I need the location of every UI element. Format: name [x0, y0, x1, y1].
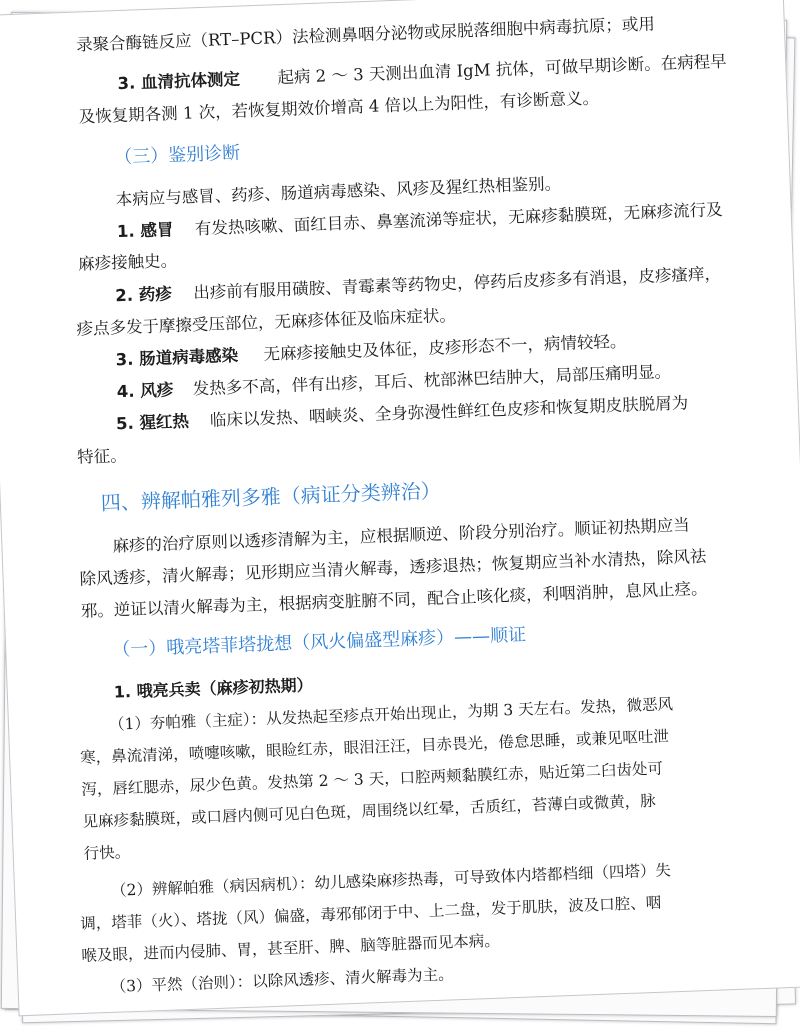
chapter-heading: 四、辨解帕雅列多雅（病证分类辨治）: [100, 478, 442, 515]
text-line: 无麻疹接触史及体征，皮疹形态不一，病情较轻。: [263, 331, 627, 364]
text-line: 出疹前有服用磺胺、青霉素等药物史，停药后皮疹多有消退，皮疹瘙痒，: [192, 264, 722, 303]
text-line: 本病应与感冒、药疹、肠道病毒感染、风疹及猩红热相鉴别。: [115, 173, 562, 210]
text-line: 特征。: [76, 445, 128, 467]
text-line: 行快。: [83, 843, 131, 863]
subheading: 1. 哦亮兵卖（麻疹初热期）: [113, 675, 313, 702]
text-line: 及恢复期各测 1 次，若恢复期效价增高 4 倍以上为阳性，有诊断意义。: [78, 88, 600, 127]
text-line: 麻疹接触史。: [77, 251, 178, 274]
text-line: 有发热咳嗽、面红目赤、鼻塞流涕等症状，无麻疹黏膜斑，无麻疹流行及: [194, 199, 723, 239]
subheading: 1. 感冒: [116, 220, 174, 242]
section-heading: （一）哦亮塔菲塔拢想（风火偏盛型麻疹）——顺证: [111, 624, 527, 661]
text-line: 调，塔菲（火）、塔拢（风）偏盛，毒邪郁闭于中、上二盘，发于肌肤，波及口腔、咽: [79, 893, 662, 933]
text-line: （2）辨解帕雅（病因病机）：幼儿感染麻疹热毒，可导致体内塔都档细（四塔）失: [110, 861, 672, 900]
text-line: 麻疹的治疗原则以透疹清解为主，应根据顺逆、阶段分别治疗。顺证初热期应当: [112, 515, 690, 556]
text-line: 喉及眼，进而内侵肺、胃，甚至肝、脾、脑等脏器而见本病。: [81, 931, 501, 965]
text-line: 临床以发热、咽峡炎、全身弥漫性鲜红色皮疹和恢复期皮肤脱屑为: [209, 393, 689, 430]
subheading: 3. 血清抗体测定: [117, 69, 241, 94]
text-line: 寒，鼻流清涕，喷嚏咳嗽，眼睑红赤，眼泪汪汪，目赤畏光，倦怠思睡，或兼见呕吐泄: [79, 727, 670, 767]
section-heading: （三）鉴别诊断: [113, 142, 241, 169]
text-line: 见麻疹黏膜斑，或口唇内侧可见白色斑，周围绕以红晕，舌质红，苔薄白或微黄，脉: [82, 791, 657, 831]
text-line: 泻，唇红腮赤，尿少色黄。发热第 2 ～ 3 天，口腔两颊黏膜红赤，贴近第二臼齿处可: [81, 759, 664, 799]
text-line: （1）夯帕雅（主症）：从发热起至疹点开始出现止，为期 3 天左右。发热，微恶风: [108, 695, 674, 734]
text-line: （3）平然（治则）：以除风透疹、清火解毒为主。: [110, 965, 454, 996]
subheading: 2. 药疹: [114, 284, 173, 306]
text-line: 发热多不高，伴有出疹，耳后、枕部淋巴结肿大，局部压痛明显。: [192, 361, 672, 399]
text-line: 除风透疹，清火解毒；见形期应当清火解毒，透疹退热；恢复期应当补水清热，除风祛: [79, 546, 707, 589]
subheading: 4. 风疹: [116, 380, 174, 402]
text-line: 录聚合酶链反应（RT–PCR）法检测鼻咽分泌物或尿脱落细胞中病毒抗原；或用: [75, 14, 656, 55]
text-line: 邪。逆证以清火解毒为主，根据病变脏腑不同，配合止咳化痰，利咽消肿，息风止痉。: [80, 578, 708, 621]
text-line: 疹点多发于摩擦受压部位，无麻疹体征及临床症状。: [76, 305, 457, 339]
text-line: 起病 2 ～ 3 天测出血清 IgM 抗体，可做早期诊断。在病程早: [277, 51, 727, 88]
subheading: 5. 猩红热: [115, 411, 190, 434]
subheading: 3. 肠道病毒感染: [115, 345, 239, 370]
